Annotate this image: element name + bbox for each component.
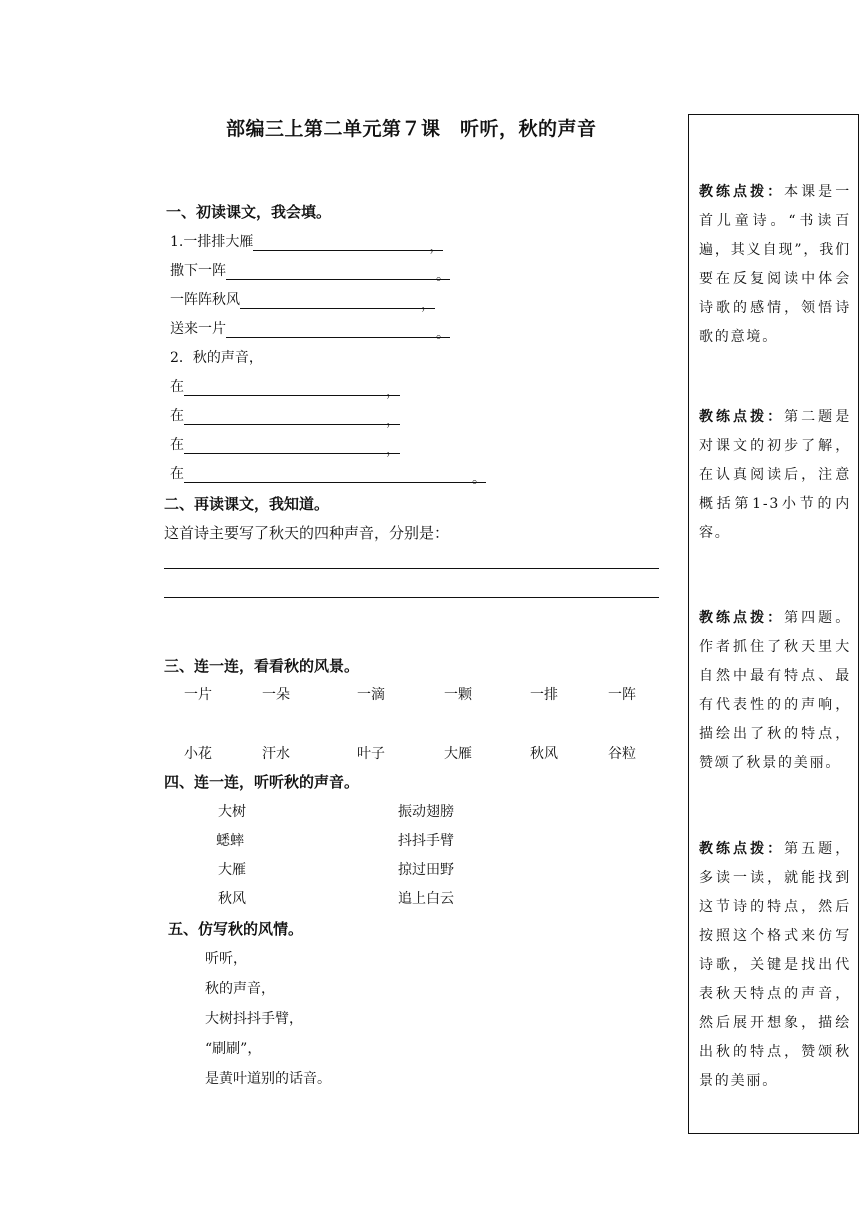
coach-tip-text: 第二题是对课文的初步了解，在认真阅读后，注意概括第1-3小节的内容。 bbox=[699, 409, 851, 541]
fill-line-1 bbox=[170, 231, 444, 255]
fill-line-3-prefix: 一阵阵秋风 bbox=[170, 292, 240, 308]
fill-line-2-prefix: 撒下一阵 bbox=[170, 263, 226, 279]
fill-line-8 bbox=[170, 434, 400, 458]
section5-heading: 五、仿写秋的风情。 bbox=[168, 920, 304, 938]
noun-word[interactable]: 叶子 bbox=[357, 746, 385, 762]
coach-tip-text: 本课是一首儿童诗。“书读百遍，其义自现”，我们要在反复阅读中体会诗歌的感情，领悟诗歌的意境。 bbox=[699, 184, 851, 345]
measure-word[interactable]: 一朵 bbox=[262, 687, 290, 703]
subject-word[interactable]: 秋风 bbox=[218, 891, 246, 907]
fill-line-8-end: ， bbox=[386, 442, 400, 458]
poem-line: 大树抖抖手臂， bbox=[205, 1011, 303, 1027]
coach-tip-label: 教练点拨： bbox=[699, 841, 785, 857]
coach-tip-1 bbox=[699, 178, 851, 352]
fill-line-6-end: ， bbox=[386, 384, 400, 400]
fill-blank-1[interactable] bbox=[253, 236, 444, 255]
measure-word[interactable]: 一阵 bbox=[608, 687, 636, 703]
measure-word[interactable]: 一片 bbox=[184, 687, 212, 703]
fill-blank-2[interactable] bbox=[226, 265, 450, 284]
coach-tip-text: 第四题。作者抓住了秋天里大自然中最有特点、最有代表性的的声响，描绘出了秋的特点，赞颂了秋景的美丽。 bbox=[699, 610, 851, 771]
section4-heading: 四、连一连，听听秋的声音。 bbox=[164, 773, 360, 791]
fill-blank-3[interactable] bbox=[240, 294, 435, 313]
section3-heading: 三、连一连，看看秋的风景。 bbox=[164, 657, 360, 675]
action-phrase[interactable]: 追上白云 bbox=[398, 891, 454, 907]
answer-line-1[interactable] bbox=[164, 568, 659, 569]
coach-tip-2 bbox=[699, 403, 851, 548]
fill-line-9 bbox=[170, 463, 486, 487]
coach-tip-label: 教练点拨： bbox=[699, 184, 785, 200]
noun-word[interactable]: 秋风 bbox=[530, 746, 558, 762]
coach-tip-text: 第五题，多读一读，就能找到这节诗的特点，然后按照这个格式来仿写诗歌，关键是找出代表秋天特点的声音，然后展开想象，描绘出秋的特点，赞颂秋景的美丽。 bbox=[699, 841, 851, 1089]
fill-line-1-end: ， bbox=[429, 239, 444, 255]
fill-line-4-prefix: 送来一片 bbox=[170, 321, 226, 337]
fill-blank-4[interactable] bbox=[226, 323, 450, 342]
fill-blank-8[interactable] bbox=[184, 439, 400, 458]
fill-line-3-end: ， bbox=[421, 297, 435, 313]
coach-tip-label: 教练点拨： bbox=[699, 409, 785, 425]
action-phrase[interactable]: 掠过田野 bbox=[398, 862, 454, 878]
fill-line-1-prefix: 1.一排排大雁 bbox=[170, 234, 254, 250]
coach-tip-3 bbox=[699, 604, 851, 778]
answer-line-2[interactable] bbox=[164, 597, 659, 598]
fill-line-2-end: 。 bbox=[436, 268, 450, 284]
fill-blank-7[interactable] bbox=[184, 410, 400, 429]
coach-tip-4 bbox=[699, 835, 851, 1096]
measure-word[interactable]: 一滴 bbox=[357, 687, 385, 703]
measure-word[interactable]: 一颗 bbox=[444, 687, 472, 703]
poem-line: 听听， bbox=[205, 951, 247, 967]
fill-line-6 bbox=[170, 376, 400, 400]
fill-blank-6[interactable] bbox=[184, 381, 400, 400]
fill-line-6-prefix: 在 bbox=[170, 379, 184, 395]
subject-word[interactable]: 大树 bbox=[218, 804, 246, 820]
fill-line-9-end: 。 bbox=[472, 471, 486, 487]
fill-line-7 bbox=[170, 405, 400, 429]
section1-heading: 一、初读课文，我会填。 bbox=[166, 203, 332, 221]
fill-line-5-prefix: 2．秋的声音， bbox=[170, 350, 263, 366]
fill-line-3 bbox=[170, 289, 435, 313]
fill-line-7-prefix: 在 bbox=[170, 408, 184, 424]
action-phrase[interactable]: 振动翅膀 bbox=[398, 804, 454, 820]
noun-word[interactable]: 小花 bbox=[184, 746, 212, 762]
noun-word[interactable]: 汗水 bbox=[262, 746, 290, 762]
fill-line-7-end: ， bbox=[386, 413, 400, 429]
fill-line-4-end: 。 bbox=[436, 326, 450, 342]
fill-line-2 bbox=[170, 260, 450, 284]
section2-heading: 二、再读课文，我知道。 bbox=[164, 495, 330, 513]
fill-line-5 bbox=[170, 347, 263, 367]
fill-line-8-prefix: 在 bbox=[170, 437, 184, 453]
noun-word[interactable]: 大雁 bbox=[444, 746, 472, 762]
coach-tip-label: 教练点拨： bbox=[699, 610, 785, 626]
poem-line: “刷刷”， bbox=[205, 1041, 262, 1057]
poem-line: 是黄叶道别的话音。 bbox=[205, 1071, 331, 1087]
noun-word[interactable]: 谷粒 bbox=[608, 746, 636, 762]
action-phrase[interactable]: 抖抖手臂 bbox=[398, 833, 454, 849]
fill-blank-9[interactable] bbox=[184, 468, 486, 487]
page-title: 部编三上第二单元第７课 听听，秋的声音 bbox=[226, 118, 597, 140]
subject-word[interactable]: 大雁 bbox=[218, 862, 246, 878]
fill-line-9-prefix: 在 bbox=[170, 466, 184, 482]
measure-word[interactable]: 一排 bbox=[530, 687, 558, 703]
subject-word[interactable]: 蟋蟀 bbox=[216, 833, 244, 849]
section2-question: 这首诗主要写了秋天的四种声音，分别是： bbox=[164, 524, 450, 542]
fill-line-4 bbox=[170, 318, 450, 342]
poem-line: 秋的声音， bbox=[205, 981, 275, 997]
